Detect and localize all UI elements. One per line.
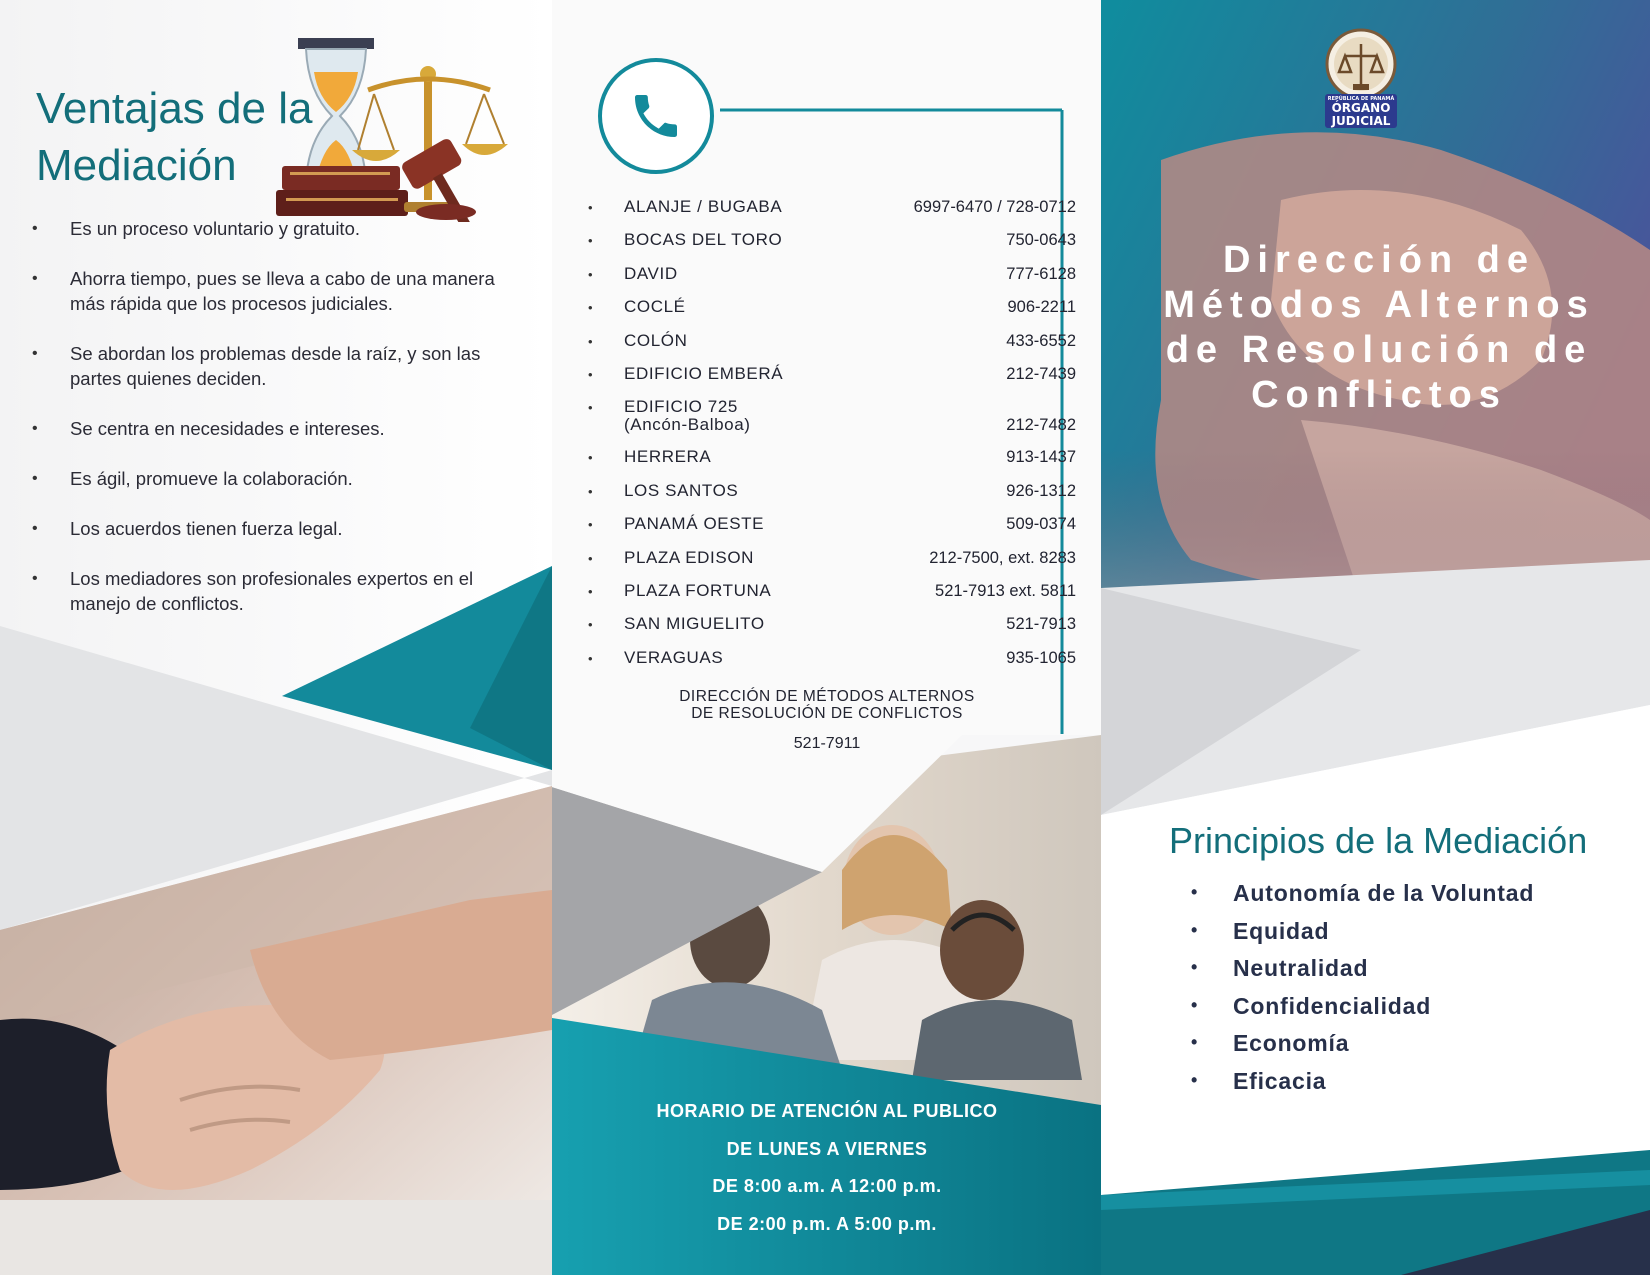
contact-row: • PLAZA FORTUNA 521-7913 ext. 5811	[588, 580, 1076, 600]
justice-scale-hourglass-icon	[276, 32, 512, 222]
list-item: • Equidad	[1191, 917, 1330, 944]
direction-name: DIRECCIÓN DE MÉTODOS ALTERNOS DE RESOLUCIÓN DE CONFLICTOS	[679, 688, 975, 722]
list-item: • Se abordan los problemas desde la raíz, y son las partes quienes deciden.	[32, 343, 481, 389]
list-item: • Es ágil, promueve la colaboración.	[32, 468, 353, 489]
contact-row: • COLÓN 433-6552	[588, 330, 1076, 350]
contact-row: • DAVID 777-6128	[588, 263, 1076, 283]
contact-row: • LOS SANTOS 926-1312	[588, 480, 1076, 500]
left-panel	[0, 0, 552, 1275]
logo-text-top: REPÚBLICA DE PANAMÁ	[1327, 96, 1395, 102]
principles-title: Principios de la Mediación	[1169, 820, 1588, 861]
office-hours: HORARIO DE ATENCIÓN AL PUBLICO DE LUNES A VIERNES DE 8:00 a.m. A 12:00 p.m. DE 2:00 p.m. A 5:00 p.m.	[656, 1101, 998, 1234]
direction-phone: 521-7911	[793, 735, 861, 752]
contacts-list	[588, 196, 1076, 680]
list-item: • Economía	[1191, 1030, 1350, 1056]
handshake-photo	[0, 770, 552, 1275]
contact-row: • SAN MIGUELITO 521-7913	[588, 614, 1076, 634]
contact-row: • ALANJE / BUGABA 6997-6470 / 728-0712	[588, 197, 1076, 216]
advantages-list	[32, 216, 502, 641]
advantages-title: Ventajas de la Mediación	[36, 84, 313, 190]
list-item: • Se centra en necesidades e intereses.	[32, 418, 385, 439]
list-item: • Confidencialidad	[1191, 992, 1432, 1019]
phone-icon-circle	[598, 58, 714, 174]
contact-row: • PLAZA EDISON 212-7500, ext. 8283	[588, 547, 1076, 567]
contact-row: • VERAGUAS 935-1065	[588, 647, 1076, 667]
contact-row: • PANAMÁ OESTE 509-0374	[588, 514, 1076, 534]
contact-row: • HERRERA 913-1437	[588, 447, 1076, 467]
list-item: • Es un proceso voluntario y gratuito.	[32, 218, 360, 239]
list-item: • Ahorra tiempo, pues se lleva a cabo de una manera más rápida que los procesos judiciales.	[32, 268, 495, 314]
list-item: • Los mediadores son profesionales expertos en el manejo de conflictos.	[32, 568, 474, 614]
list-item: • Autonomía de la Voluntad	[1191, 880, 1535, 906]
principles-list	[1191, 880, 1534, 1105]
logo-text-line2: JUDICIAL	[1331, 114, 1391, 128]
organo-judicial-logo	[1323, 28, 1399, 130]
list-item: • Eficacia	[1191, 1067, 1327, 1094]
logo-text-line1: ÓRGANO	[1331, 101, 1391, 115]
contact-row: • EDIFICIO 725 (Ancón-Balboa) 212-7482	[588, 397, 1076, 435]
brochure-title: Dirección de Métodos Alternos de Resolución de Conflictos	[1163, 239, 1595, 416]
list-item: • Los acuerdos tienen fuerza legal.	[32, 518, 343, 539]
list-item: • Neutralidad	[1191, 955, 1369, 981]
contact-row: • BOCAS DEL TORO 750-0643	[588, 230, 1076, 250]
contact-row: • EDIFICIO EMBERÁ 212-7439	[588, 363, 1076, 383]
phone-icon	[628, 88, 684, 144]
right-panel	[1101, 0, 1650, 1275]
middle-panel	[552, 0, 1101, 1275]
contact-row: • COCLÉ 906-2211	[588, 297, 1076, 317]
